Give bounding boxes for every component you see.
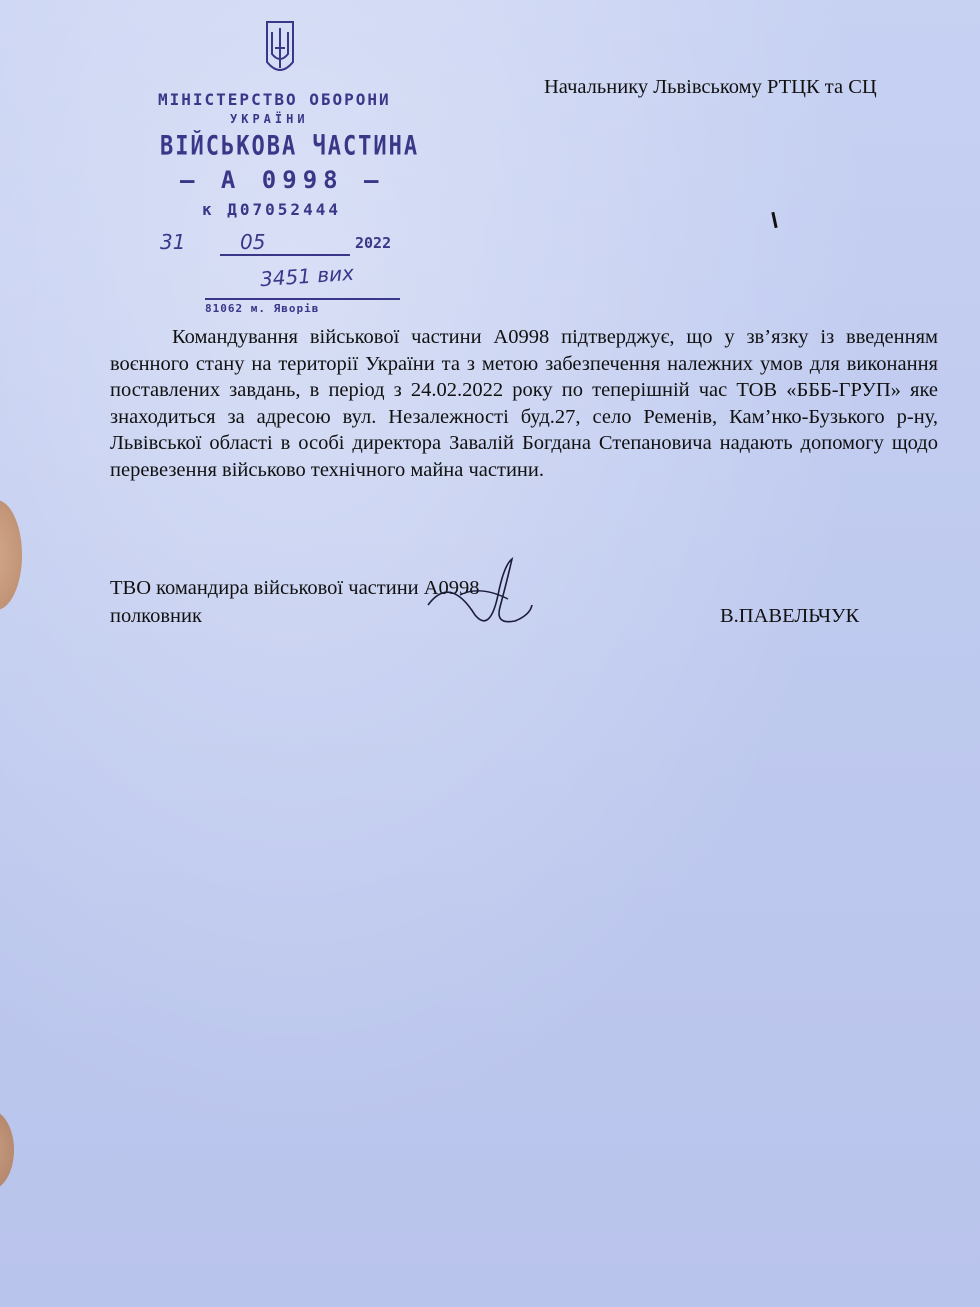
trident-emblem-icon <box>255 18 305 82</box>
letter-body: Командування військової частини А0998 підтверджує, що у зв’язку із введенням воєнного стану на території України та з метою забезпечення належних умов для виконання поставлених завдань, в період з 24.02.2022 року по теперішній час ТОВ «БББ-ГРУП» яке знаходиться за адресою вул. Незалежності буд.27, село Ременів, Кам’нко-Бузького р-ну, Львівської області в особі директора Завалій Богдана Степановича надають допомогу щодо перевезення військово технічного майна частини. <box>110 326 938 481</box>
stamp-ministry: МІНІСТЕРСТВО ОБОРОНИ <box>158 90 391 109</box>
pen-mark <box>771 212 777 228</box>
signatory-rank: полковник <box>110 605 202 627</box>
stamp-date-month: 05 <box>240 230 266 254</box>
stamp-date-underline <box>220 254 350 256</box>
stamp-date <box>160 230 410 260</box>
official-stamp <box>150 18 420 338</box>
stamp-postal: 81062 м. Яворів <box>205 302 320 315</box>
stamp-unit-type: ВІЙСЬКОВА ЧАСТИНА <box>160 131 420 162</box>
addressee: Начальнику Львівському РТЦК та СЦ <box>544 76 877 98</box>
stamp-reg-number: 3451 вих <box>259 260 355 292</box>
stamp-date-year: 2022 <box>355 234 392 252</box>
stamp-country: УКРАЇНИ <box>230 112 309 126</box>
finger-bottom <box>0 1110 14 1190</box>
stamp-date-day: 31 <box>160 230 186 254</box>
stamp-code: к Д07052444 <box>202 200 341 219</box>
signatory-name: В.ПАВЕЛЬЧУК <box>720 605 860 627</box>
finger-top <box>0 500 22 610</box>
stamp-reg-underline <box>205 298 400 300</box>
handwritten-signature-icon <box>420 555 540 635</box>
stamp-unit-number: — А 0998 — <box>180 166 385 194</box>
signatory-title: ТВО командира військової частини А0998 <box>110 577 480 599</box>
